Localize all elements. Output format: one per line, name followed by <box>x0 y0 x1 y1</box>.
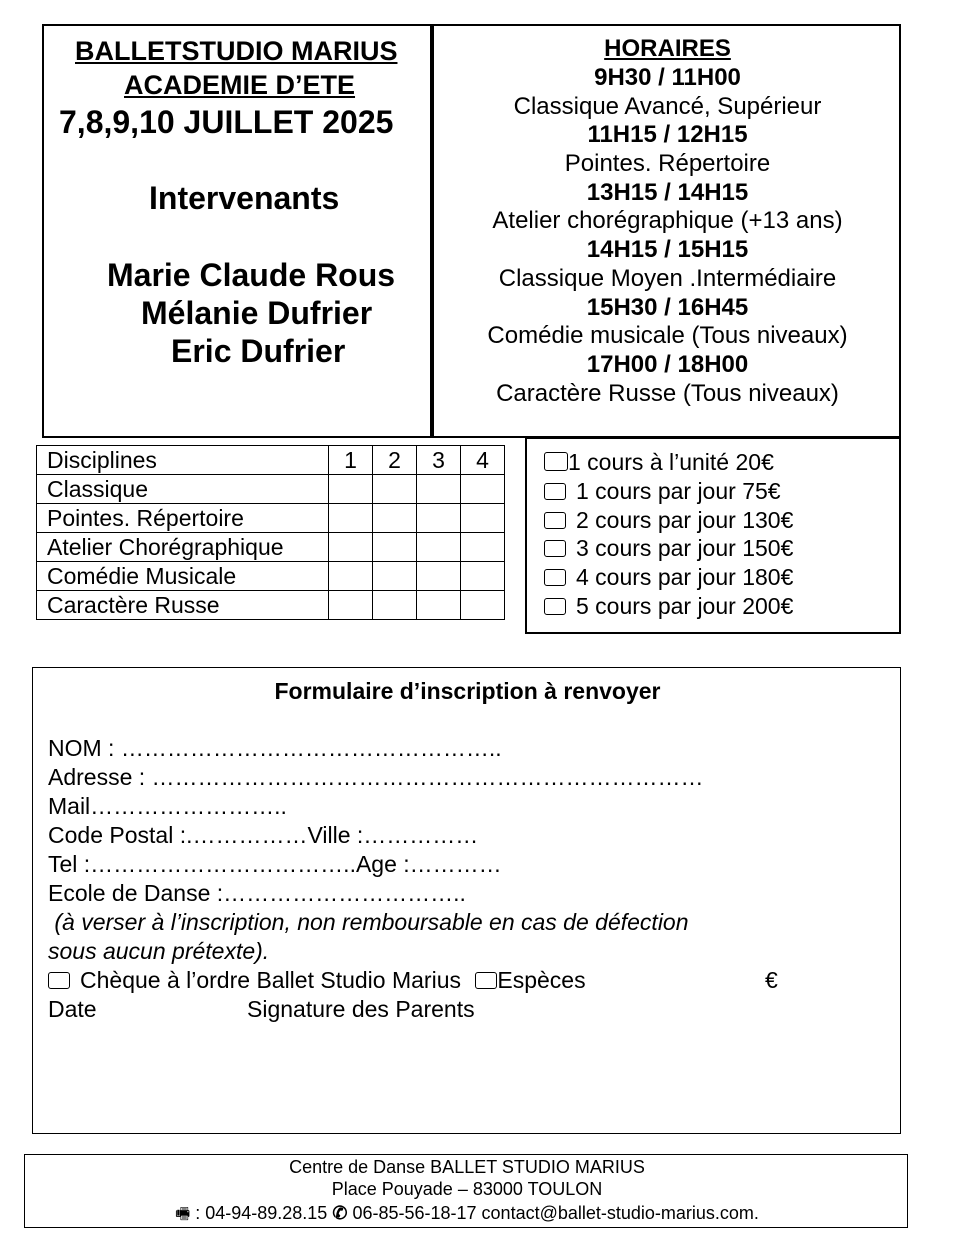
day-cell[interactable] <box>329 591 373 620</box>
day-cell[interactable] <box>373 533 417 562</box>
mail-field[interactable]: Mail…………………….. <box>48 793 287 819</box>
footer-box <box>24 1154 908 1228</box>
day-cell[interactable] <box>329 562 373 591</box>
tarif-label: 4 cours par jour 180€ <box>576 564 794 591</box>
day-cell[interactable] <box>461 591 505 620</box>
slot-course: Classique Moyen .Intermédiaire <box>498 264 837 292</box>
fax-icon: 🖷 <box>175 1206 191 1223</box>
day-cell[interactable] <box>417 475 461 504</box>
slot-time: 13H15 / 14H15 <box>586 178 749 206</box>
intervenants-title: Intervenants <box>149 180 340 216</box>
form-title: Formulaire d’inscription à renvoyer <box>274 678 661 704</box>
day-cell[interactable] <box>461 562 505 591</box>
footer-phone-1: : 04-94-89.28.15 <box>195 1203 328 1223</box>
slot-course: Pointes. Répertoire <box>564 150 771 178</box>
slot-time: 9H30 / 11H00 <box>594 64 741 91</box>
date-signature-row <box>48 995 704 1024</box>
footer-line-1: Centre de Danse BALLET STUDIO MARIUS <box>289 1157 645 1177</box>
phone-icon: ✆ <box>332 1203 348 1223</box>
slot-course: Caractère Russe (Tous niveaux) <box>496 379 839 407</box>
event-dates: 7,8,9,10 JUILLET 2025 <box>59 104 394 140</box>
table-row <box>37 591 505 620</box>
tarifs-list <box>544 448 793 621</box>
day-cell[interactable] <box>329 475 373 504</box>
day-cell[interactable] <box>417 533 461 562</box>
day-cell[interactable] <box>417 562 461 591</box>
tarif-label: 2 cours par jour 130€ <box>576 506 794 533</box>
tarif-label: 3 cours par jour 150€ <box>576 535 794 562</box>
especes-label: Espèces <box>497 967 586 993</box>
intervenant-3: Eric Dufrier <box>171 333 346 369</box>
disciplines-table <box>36 445 505 620</box>
horaires-list <box>432 64 903 408</box>
intervenant-1: Marie Claude Rous <box>107 257 396 293</box>
footer-phone-2: 06-85-56-18-17 <box>352 1203 477 1223</box>
table-row <box>37 504 505 533</box>
discipline-name: Caractère Russe <box>37 591 329 620</box>
checkbox-icon[interactable] <box>544 483 566 500</box>
adresse-field[interactable]: Adresse : ……………………………………………………………… <box>48 764 704 790</box>
day-cell[interactable] <box>373 591 417 620</box>
tarif-label: 5 cours par jour 200€ <box>576 592 794 619</box>
day-cell[interactable] <box>417 591 461 620</box>
tarif-option <box>544 534 793 563</box>
tarif-option <box>544 448 793 477</box>
day-cell[interactable] <box>461 533 505 562</box>
day-cell[interactable] <box>329 504 373 533</box>
slot-course: Classique Avancé, Supérieur <box>513 92 822 120</box>
tel-field[interactable]: Tel :……………………………..Age :………… <box>48 851 502 877</box>
especes-checkbox-icon[interactable] <box>475 972 497 989</box>
nom-field[interactable]: NOM : ………………………………………….. <box>48 735 502 761</box>
checkbox-icon[interactable] <box>544 540 566 557</box>
table-header-row <box>37 446 505 475</box>
footer-email[interactable]: contact@ballet-studio-marius.com. <box>481 1203 759 1223</box>
horaires-title: HORAIRES <box>604 35 731 62</box>
tarif-option <box>544 592 793 621</box>
disciplines-header: Disciplines <box>37 446 329 475</box>
academie-title: ACADEMIE D’ETE <box>124 70 356 100</box>
discipline-name: Comédie Musicale <box>37 562 329 591</box>
table-row <box>37 475 505 504</box>
cheque-checkbox-icon[interactable] <box>48 972 70 989</box>
header-box <box>42 24 434 438</box>
table-row <box>37 533 505 562</box>
day-cell[interactable] <box>461 504 505 533</box>
payment-note: (à verser à l’inscription, non remboursable en cas de défection <box>48 909 689 935</box>
payment-options <box>48 966 778 995</box>
registration-form <box>32 667 901 1134</box>
tarif-label: 1 cours à l’unité 20€ <box>568 449 774 475</box>
studio-name: BALLETSTUDIO MARIUS <box>75 36 398 66</box>
day-cell[interactable] <box>417 504 461 533</box>
day-cell[interactable] <box>373 562 417 591</box>
discipline-name: Atelier Chorégraphique <box>37 533 329 562</box>
day-cell[interactable] <box>329 533 373 562</box>
tarif-option <box>544 477 793 506</box>
day-cell[interactable] <box>373 475 417 504</box>
horaires-box <box>430 24 901 438</box>
footer-line-2: Place Pouyade – 83000 TOULON <box>331 1179 603 1199</box>
cheque-label: Chèque à l’ordre Ballet Studio Marius <box>80 967 461 993</box>
day-1-header: 1 <box>329 446 373 475</box>
form-fields <box>48 734 778 1024</box>
day-4-header: 4 <box>461 446 505 475</box>
table-row <box>37 562 505 591</box>
day-2-header: 2 <box>373 446 417 475</box>
checkbox-icon[interactable] <box>544 452 568 471</box>
tarif-option <box>544 506 793 535</box>
slot-time: 17H00 / 18H00 <box>586 350 749 378</box>
tarifs-box <box>525 437 901 634</box>
ecole-field[interactable]: Ecole de Danse :………………………….. <box>48 880 466 906</box>
discipline-name: Classique <box>37 475 329 504</box>
intervenant-2: Mélanie Dufrier <box>141 295 373 331</box>
slot-time: 14H15 / 15H15 <box>586 236 749 264</box>
day-cell[interactable] <box>373 504 417 533</box>
code-postal-field[interactable]: Code Postal :.……………Ville :…………… <box>48 822 479 848</box>
checkbox-icon[interactable] <box>544 512 566 529</box>
slot-time: 11H15 / 12H15 <box>587 121 748 149</box>
payment-note-2: sous aucun prétexte). <box>48 938 270 964</box>
date-label: Date <box>48 996 97 1022</box>
tarif-label: 1 cours par jour 75€ <box>576 477 781 504</box>
checkbox-icon[interactable] <box>544 598 566 615</box>
slot-time: 15H30 / 16H45 <box>586 293 749 321</box>
discipline-name: Pointes. Répertoire <box>37 504 329 533</box>
signature-label: Signature des Parents <box>247 996 475 1022</box>
slot-course: Atelier chorégraphique (+13 ans) <box>492 207 843 235</box>
tarif-option <box>544 563 793 592</box>
day-cell[interactable] <box>461 475 505 504</box>
euro-symbol: € <box>765 967 778 993</box>
day-3-header: 3 <box>417 446 461 475</box>
checkbox-icon[interactable] <box>544 569 566 586</box>
footer-contact <box>25 1203 909 1230</box>
slot-course: Comédie musicale (Tous niveaux) <box>487 322 848 350</box>
